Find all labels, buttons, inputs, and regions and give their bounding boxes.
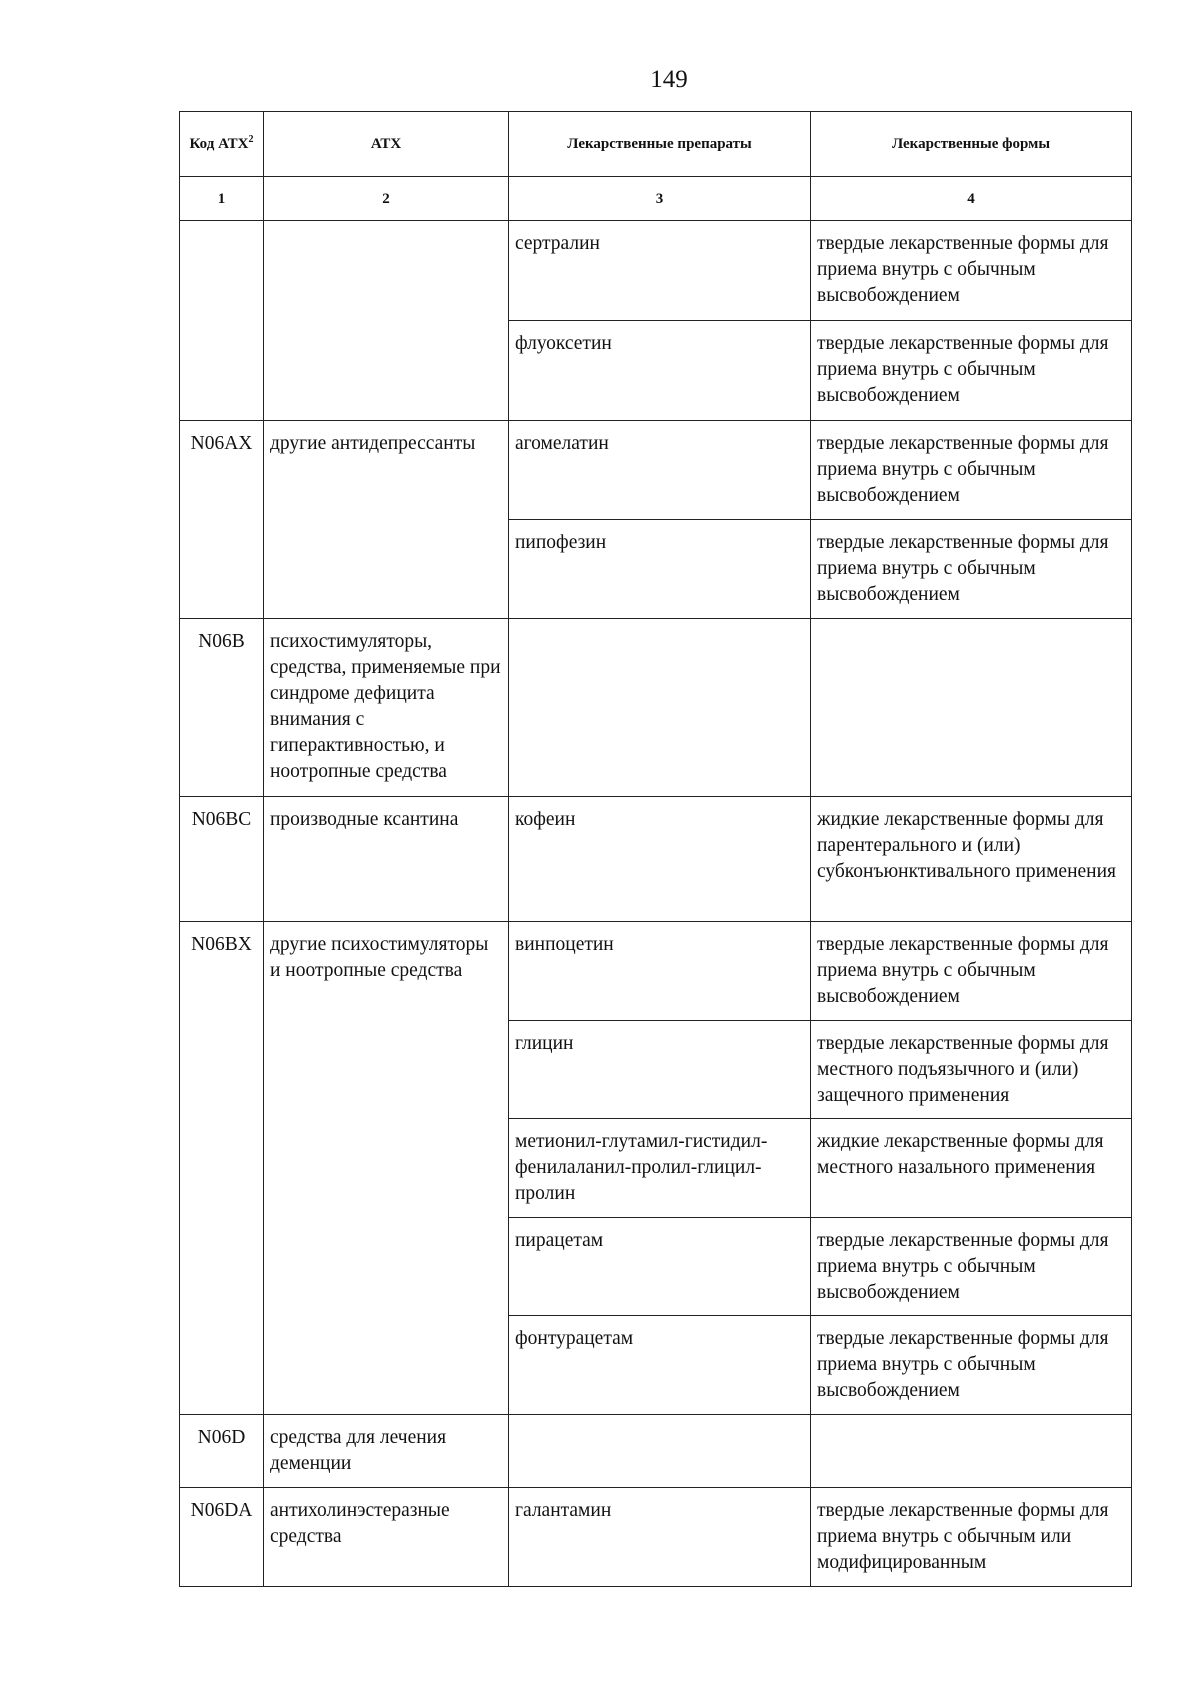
atx-code: N06DA (180, 1488, 264, 1587)
drug-name: сертралин (509, 221, 811, 321)
dosage-form: твердые лекарственные формы для приема внутрь с обычным высвобождением (811, 922, 1132, 1021)
atx-name (264, 221, 509, 421)
footnote-marker: 2 (248, 134, 254, 145)
drug-name: фонтурацетам (509, 1316, 811, 1415)
drug-name (509, 1415, 811, 1488)
atx-name: средства для лечения деменции (264, 1415, 509, 1488)
atx-code: N06B (180, 619, 264, 797)
table-row (180, 221, 1132, 321)
dosage-form: твердые лекарственные формы для местного подъязычного и (или) защечного применения (811, 1021, 1132, 1119)
drug-name: флуоксетин (509, 321, 811, 421)
atx-name: другие антидепрессанты (264, 421, 509, 619)
atx-code: N06D (180, 1415, 264, 1488)
dosage-form: твердые лекарственные формы для приема внутрь с обычным высвобождением (811, 1316, 1132, 1415)
atx-name: другие психостимуляторы и ноотропные средства (264, 922, 509, 1415)
drug-name: агомелатин (509, 421, 811, 520)
header-drugs: Лекарственные препараты (509, 112, 811, 177)
dosage-form: твердые лекарственные формы для приема внутрь с обычным высвобождением (811, 421, 1132, 520)
column-number-row (180, 177, 1132, 221)
atx-table (179, 111, 1132, 1587)
drug-name: винпоцетин (509, 922, 811, 1021)
table-row (180, 1415, 1132, 1488)
column-number: 4 (811, 177, 1132, 221)
page-number: 149 (650, 66, 688, 93)
drug-name: пипофезин (509, 520, 811, 619)
dosage-form: твердые лекарственные формы для приема внутрь с обычным высвобождением (811, 1218, 1132, 1316)
table-row (180, 421, 1132, 520)
dosage-form: твердые лекарственные формы для приема внутрь с обычным высвобождением (811, 321, 1132, 421)
drug-name: пирацетам (509, 1218, 811, 1316)
drug-name (509, 619, 811, 797)
atx-name: производные ксантина (264, 797, 509, 922)
column-number: 1 (180, 177, 264, 221)
table-row (180, 797, 1132, 922)
drug-name: метионил-глутамил-гистидил-фенилаланил-пролил-глицил-пролин (509, 1119, 811, 1218)
dosage-form: жидкие лекарственные формы для парентерального и (или) субконъюнктивального применения (811, 797, 1132, 922)
atx-code (180, 221, 264, 421)
atx-name: психостимуляторы, средства, применяемые при синдроме дефицита внимания с гиперактивностью, и ноотропные средства (264, 619, 509, 797)
dosage-form: твердые лекарственные формы для приема внутрь с обычным высвобождением (811, 221, 1132, 321)
drug-name: галантамин (509, 1488, 811, 1587)
header-forms: Лекарственные формы (811, 112, 1132, 177)
header-atx: АТХ (264, 112, 509, 177)
atx-code: N06BC (180, 797, 264, 922)
atx-code: N06BX (180, 922, 264, 1415)
dosage-form: твердые лекарственные формы для приема внутрь с обычным или модифицированным (811, 1488, 1132, 1587)
header-row (180, 112, 1132, 177)
drug-name: глицин (509, 1021, 811, 1119)
column-number: 3 (509, 177, 811, 221)
table-row (180, 922, 1132, 1021)
dosage-form (811, 1415, 1132, 1488)
atx-name: антихолинэстеразные средства (264, 1488, 509, 1587)
table-row (180, 1488, 1132, 1587)
dosage-form (811, 619, 1132, 797)
table-row (180, 619, 1132, 797)
header-code-label: Код АТХ (189, 136, 249, 152)
atx-code: N06AX (180, 421, 264, 619)
dosage-form: жидкие лекарственные формы для местного назального применения (811, 1119, 1132, 1218)
column-number: 2 (264, 177, 509, 221)
header-code (180, 112, 264, 177)
drug-name: кофеин (509, 797, 811, 922)
dosage-form: твердые лекарственные формы для приема внутрь с обычным высвобождением (811, 520, 1132, 619)
